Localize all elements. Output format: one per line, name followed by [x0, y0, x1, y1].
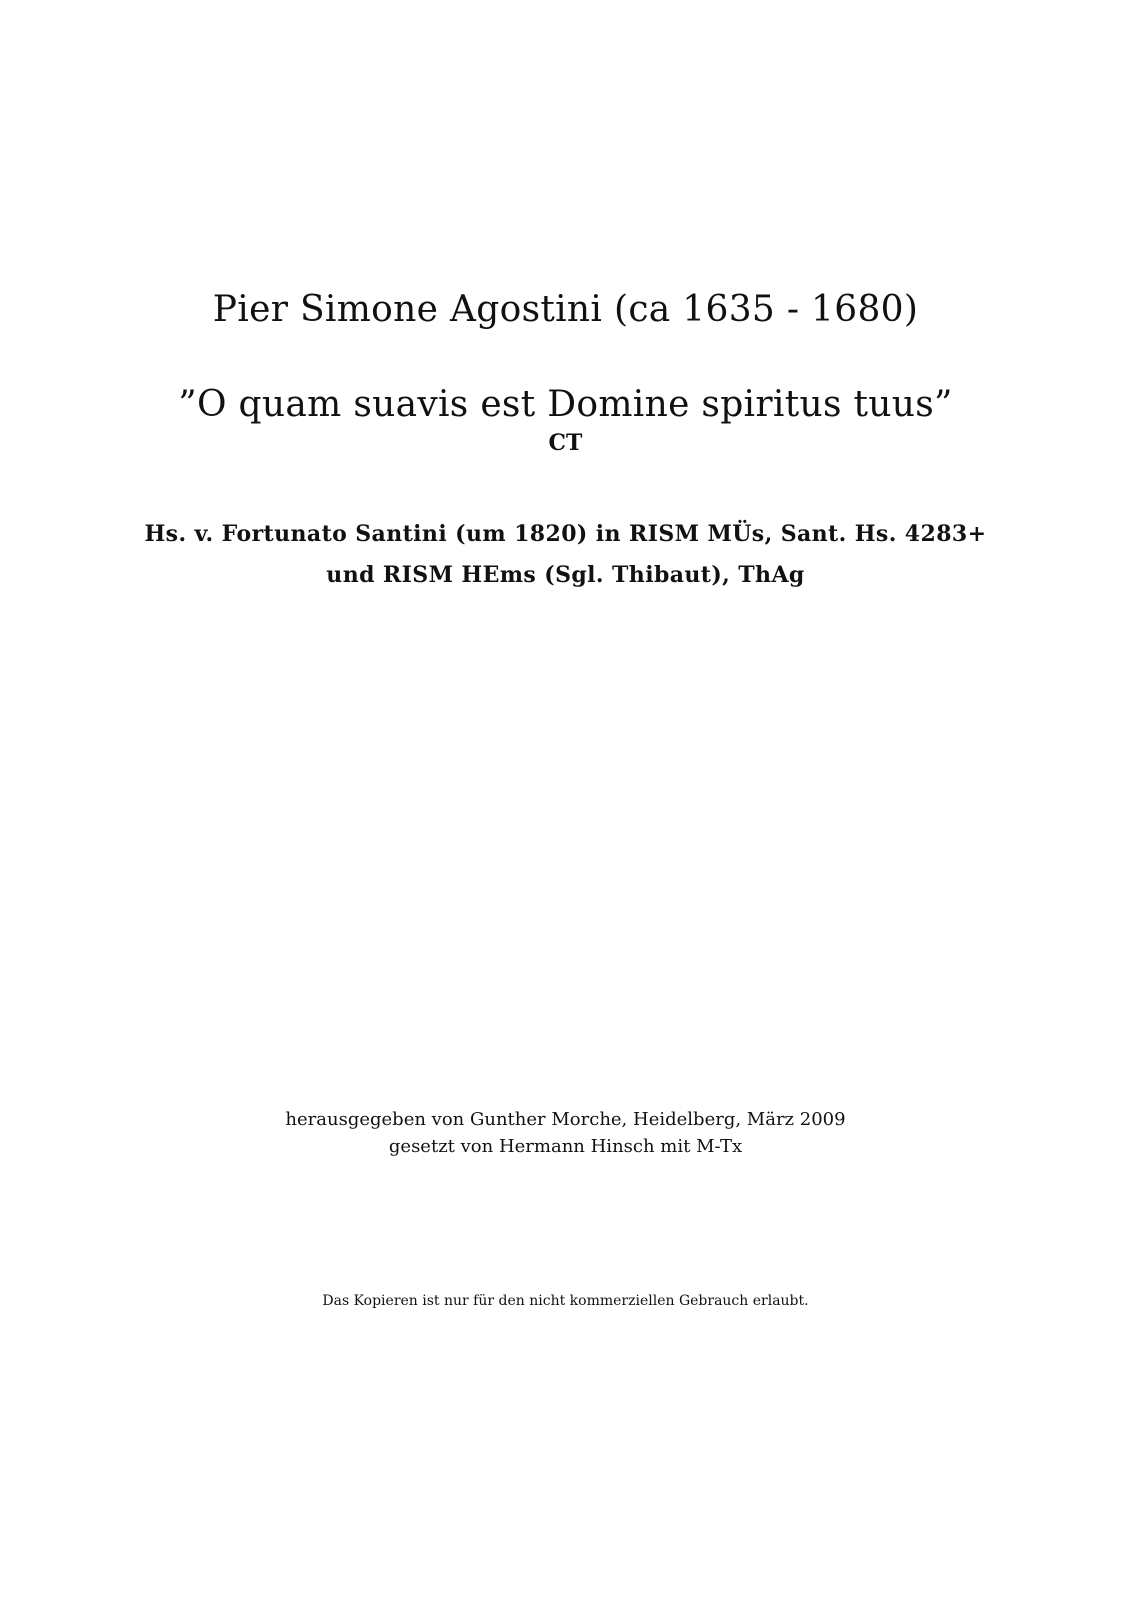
typesetter-credit: gesetzt von Hermann Hinsch mit M-Tx [388, 1136, 743, 1157]
copy-notice: Das Kopieren ist nur für den nicht kommerziellen Gebrauch erlaubt. [322, 1293, 809, 1309]
editor-credit: herausgegeben von Gunther Morche, Heidelberg, März 2009 [285, 1109, 846, 1130]
composer-heading: Pier Simone Agostini (ca 1635 - 1680) [212, 289, 919, 330]
source-line-1: Hs. v. Fortunato Santini (um 1820) in RISM MÜs, Sant. Hs. 4283+ [144, 521, 987, 547]
voicing-label: CT [548, 430, 583, 456]
work-title: ”O quam suavis est Domine spiritus tuus” [178, 384, 953, 425]
source-line-2: und RISM HEms (Sgl. Thibaut), ThAg [326, 562, 805, 588]
